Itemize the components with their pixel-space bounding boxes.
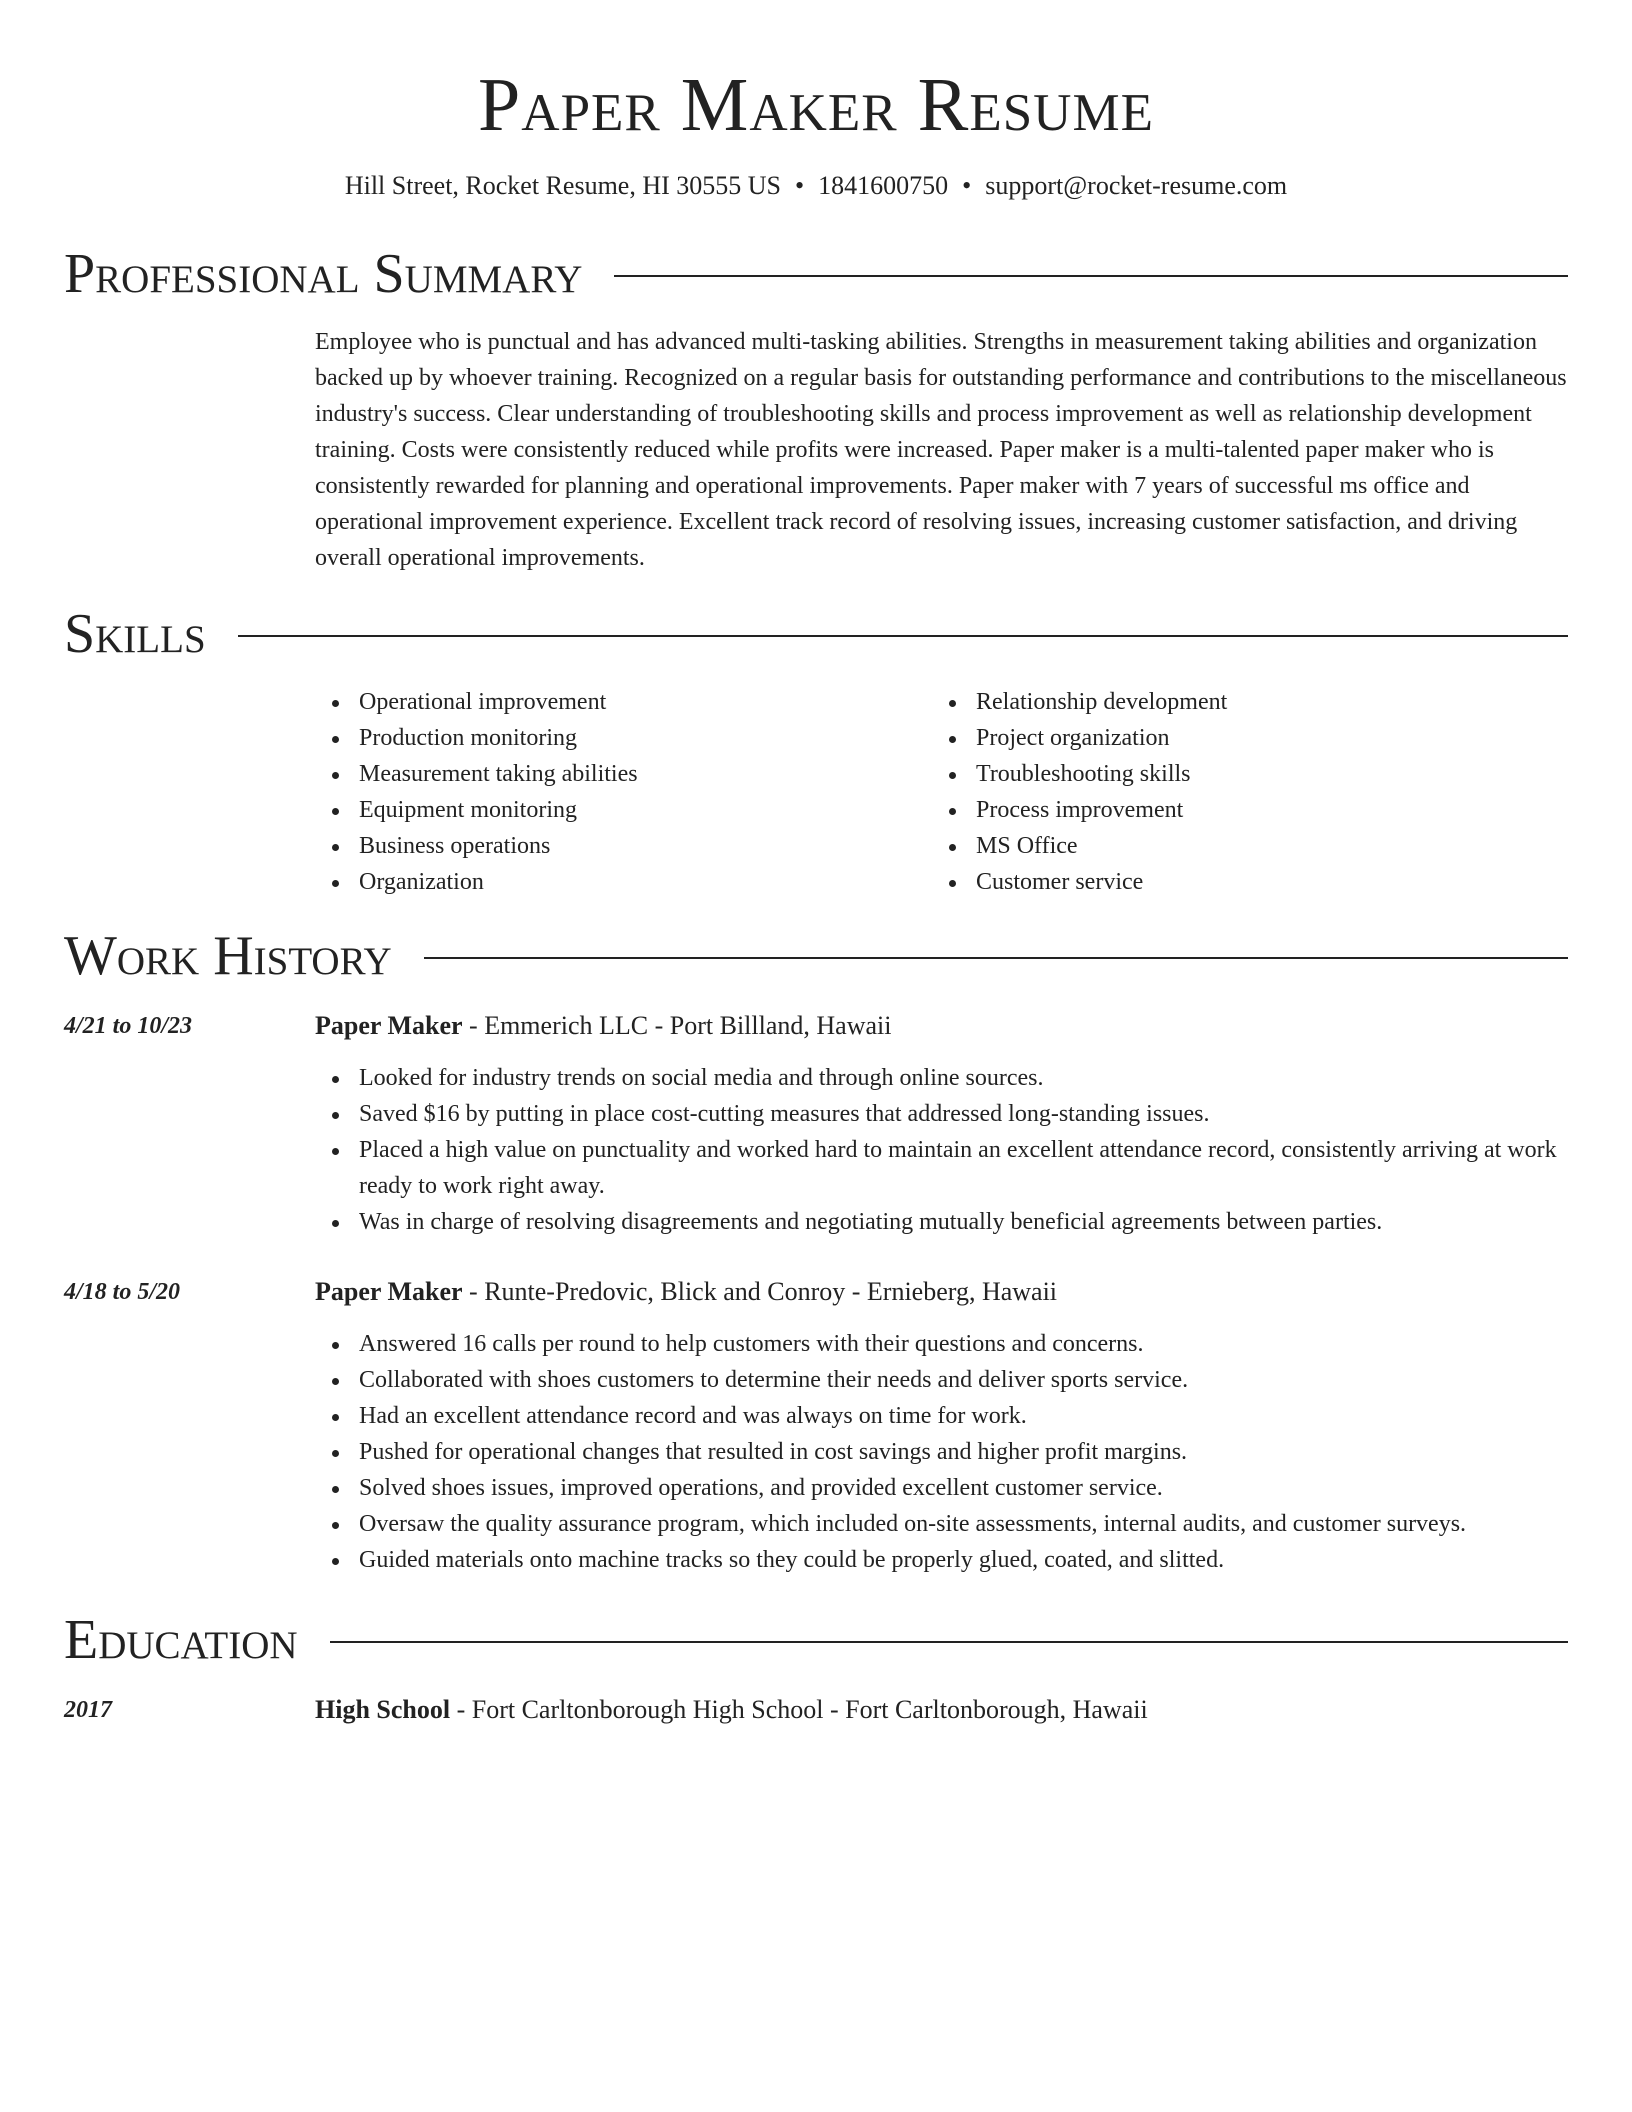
contact-email: support@rocket-resume.com: [985, 171, 1288, 200]
summary-section-heading: [64, 242, 1568, 306]
work-entry-body: [315, 1008, 1568, 1240]
section-divider: [614, 275, 1568, 277]
skills-section-heading: [64, 602, 1568, 666]
job-bullet: Placed a high value on punctuality and worked hard to maintain an excellent attendance record, consistently arriving at work ready to work right away.: [315, 1132, 1568, 1204]
work-entry-title: [315, 1008, 1568, 1044]
section-divider: [330, 1641, 1568, 1643]
skill-item: Troubleshooting skills: [932, 756, 1549, 792]
education-year: 2017: [64, 1697, 112, 1723]
work-heading: Work History: [64, 925, 392, 987]
job-bullet: Saved $16 by putting in place cost-cutting measures that addressed long-standing issues.: [315, 1096, 1568, 1132]
skills-list: [315, 684, 1568, 900]
job-bullet: Pushed for operational changes that resulted in cost savings and higher profit margins.: [315, 1434, 1568, 1470]
job-bullet: Answered 16 calls per round to help customers with their questions and concerns.: [315, 1326, 1568, 1362]
job-bullet: Looked for industry trends on social media and through online sources.: [315, 1060, 1568, 1096]
skill-item: Equipment monitoring: [315, 792, 932, 828]
job-bullet: Oversaw the quality assurance program, which included on-site assessments, internal audits, and customer surveys.: [315, 1506, 1568, 1542]
job-bullets: [315, 1326, 1568, 1578]
job-title: Paper Maker: [315, 1277, 463, 1306]
work-dates: 4/21 to 10/23: [64, 1013, 193, 1039]
skills-column-left: [315, 684, 932, 900]
education-entry-body: [315, 1692, 1568, 1728]
summary-text: Employee who is punctual and has advanced multi-tasking abilities. Strengths in measurement taking abilities and organization backed up by whoever training. Recognized on a regular basis for outstanding performance and contributions to the miscellaneous industry's success. Clear understanding of troubleshooting skills and process improvement as well as relationship development training. Costs were consistently reduced while profits were increased. Paper maker is a multi-talented paper maker who is consistently rewarded for planning and operational improvements. Paper maker with 7 years of successful ms office and operational improvement experience. Excellent track record of resolving issues, increasing customer satisfaction, and driving overall operational improvements.: [315, 329, 1567, 571]
skill-item: Process improvement: [932, 792, 1549, 828]
job-bullet: Had an excellent attendance record and was always on time for work.: [315, 1398, 1568, 1434]
job-bullets: [315, 1060, 1568, 1240]
skill-item: Relationship development: [932, 684, 1549, 720]
resume-title: Paper Maker Resume: [478, 63, 1154, 147]
degree-title: High School: [315, 1695, 451, 1724]
work-entry: [64, 1008, 1568, 1240]
education-section-heading: [64, 1608, 1568, 1672]
contact-line: [64, 168, 1568, 204]
school-details: - Fort Carltonborough High School - Fort Carltonborough, Hawaii: [450, 1695, 1148, 1724]
job-bullet: Was in charge of resolving disagreements and negotiating mutually beneficial agreements between parties.: [315, 1204, 1568, 1240]
job-bullet: Solved shoes issues, improved operations, and provided excellent customer service.: [315, 1470, 1568, 1506]
work-dates: 4/18 to 5/20: [64, 1279, 181, 1305]
job-details: - Emmerich LLC - Port Billland, Hawaii: [462, 1011, 892, 1040]
summary-heading: Professional Summary: [64, 243, 583, 305]
skill-item: Production monitoring: [315, 720, 932, 756]
skills-column-right: [932, 684, 1549, 900]
section-divider: [238, 635, 1568, 637]
contact-phone: 1841600750: [818, 171, 949, 200]
contact-separator: •: [962, 171, 972, 200]
skill-item: Business operations: [315, 828, 932, 864]
education-heading: Education: [64, 1609, 298, 1671]
education-entry: [64, 1692, 1568, 1728]
skill-item: Measurement taking abilities: [315, 756, 932, 792]
skill-item: MS Office: [932, 828, 1549, 864]
work-entry: [64, 1274, 1568, 1578]
skill-item: Project organization: [932, 720, 1549, 756]
contact-separator: •: [795, 171, 805, 200]
job-bullet: Guided materials onto machine tracks so they could be properly glued, coated, and slitted.: [315, 1542, 1568, 1578]
work-entry-title: [315, 1274, 1568, 1310]
job-bullet: Collaborated with shoes customers to determine their needs and deliver sports service.: [315, 1362, 1568, 1398]
job-details: - Runte-Predovic, Blick and Conroy - Ernieberg, Hawaii: [462, 1277, 1058, 1306]
work-section-heading: [64, 924, 1568, 988]
job-title: Paper Maker: [315, 1011, 463, 1040]
skill-item: Organization: [315, 864, 932, 900]
education-entry-title: [315, 1692, 1568, 1728]
skills-heading: Skills: [64, 603, 206, 665]
section-divider: [424, 957, 1568, 959]
skill-item: Operational improvement: [315, 684, 932, 720]
work-entry-body: [315, 1274, 1568, 1578]
skill-item: Customer service: [932, 864, 1549, 900]
contact-address: Hill Street, Rocket Resume, HI 30555 US: [344, 171, 782, 200]
